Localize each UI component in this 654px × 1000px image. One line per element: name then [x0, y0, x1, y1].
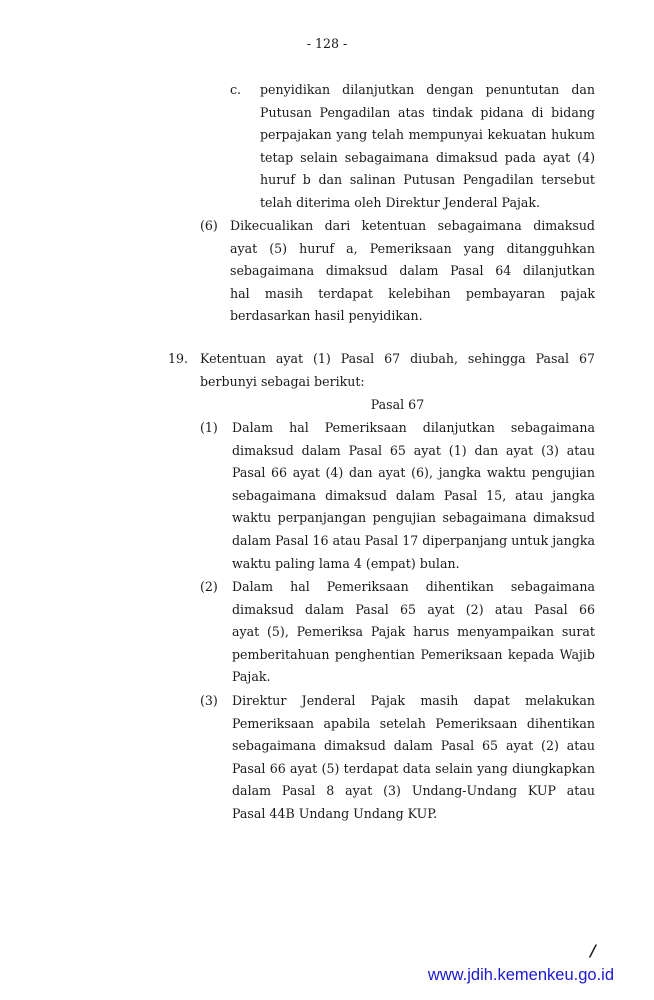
paraf-mark: /: [590, 941, 596, 960]
text-line: sebagaimana dimaksud dalam Pasal 15, atau jangka: [232, 487, 595, 503]
pasal-67-ayat-2: [200, 576, 595, 689]
text-line: waktu paling lama 4 (empat) bulan.: [232, 555, 460, 571]
text-line: berdasarkan hasil penyidikan.: [230, 308, 423, 324]
text-line: dalam Pasal 8 ayat (3) Undang-Undang KUP atau: [232, 783, 595, 799]
text-line: dimaksud dalam Pasal 65 ayat (1) dan ayat (3) atau: [232, 442, 595, 458]
text-line: perpajakan yang telah mempunyai kekuatan hukum: [260, 127, 595, 143]
text-line: pemberitahuan penghentian Pemeriksaan kepada Wajib: [232, 646, 595, 662]
footer-url[interactable]: www.jdih.kemenkeu.go.id: [427, 966, 614, 984]
text-line: dalam Pasal 16 atau Pasal 17 diperpanjang untuk jangka: [232, 532, 595, 548]
text-line: ayat (5) huruf a, Pemeriksaan yang ditangguhkan: [230, 240, 595, 256]
text-line: penyidikan dilanjutkan dengan penuntutan dan: [260, 82, 595, 97]
text-line: Dikecualikan dari ketentuan sebagaimana dimaksud: [230, 218, 595, 233]
text-line: Pemeriksaan apabila setelah Pemeriksaan dihentikan: [232, 715, 595, 731]
item-19: [168, 348, 595, 393]
text-line: dimaksud dalam Pasal 65 ayat (2) atau Pasal 66: [232, 601, 595, 617]
text-line: berbunyi sebagai berikut:: [200, 373, 365, 389]
list-marker: (6): [200, 218, 218, 233]
text-line: Pasal 66 ayat (5) terdapat data selain yang diungkapkan: [232, 760, 595, 776]
pasal-67-ayat-3: [200, 690, 595, 826]
page-number: - 128 -: [306, 36, 348, 51]
text-line: Dalam hal Pemeriksaan dihentikan sebagaimana: [232, 579, 595, 594]
text-line: Ketentuan ayat (1) Pasal 67 diubah, sehingga Pasal 67: [200, 351, 595, 366]
list-marker: (2): [200, 579, 218, 594]
text-line: huruf b dan salinan Putusan Pengadilan tersebut: [260, 172, 595, 188]
pasal-heading: Pasal 67: [370, 397, 425, 412]
text-line: Pajak.: [232, 669, 271, 685]
ayat-6: [200, 215, 595, 328]
text-line: Pasal 44B Undang Undang KUP.: [232, 805, 438, 821]
text-line: tetap selain sebagaimana dimaksud pada ayat (4): [260, 149, 595, 165]
list-marker: c.: [230, 82, 242, 97]
text-line: sebagaimana dimaksud dalam Pasal 64 dilanjutkan: [230, 263, 595, 279]
pasal-67-ayat-1: [200, 417, 595, 575]
list-marker: (3): [200, 693, 218, 708]
text-line: Dalam hal Pemeriksaan dilanjutkan sebagaimana: [232, 420, 595, 435]
text-line: waktu perpanjangan pengujian sebagaimana dimaksud: [232, 510, 595, 526]
text-line: telah diterima oleh Direktur Jenderal Pajak.: [260, 194, 541, 210]
text-line: ayat (5), Pemeriksa Pajak harus menyampaikan surat: [232, 624, 595, 640]
list-marker: (1): [200, 420, 218, 435]
item-c: [230, 79, 595, 215]
text-line: sebagaimana dimaksud dalam Pasal 65 ayat (2) atau: [232, 738, 595, 754]
text-line: Putusan Pengadilan atas tindak pidana di bidang: [260, 104, 595, 120]
text-line: Direktur Jenderal Pajak masih dapat melakukan: [232, 693, 595, 708]
text-line: Pasal 66 ayat (4) dan ayat (6), jangka waktu pengujian: [232, 465, 595, 481]
list-marker: 19.: [168, 351, 189, 366]
text-line: hal masih terdapat kelebihan pembayaran pajak: [230, 285, 595, 301]
